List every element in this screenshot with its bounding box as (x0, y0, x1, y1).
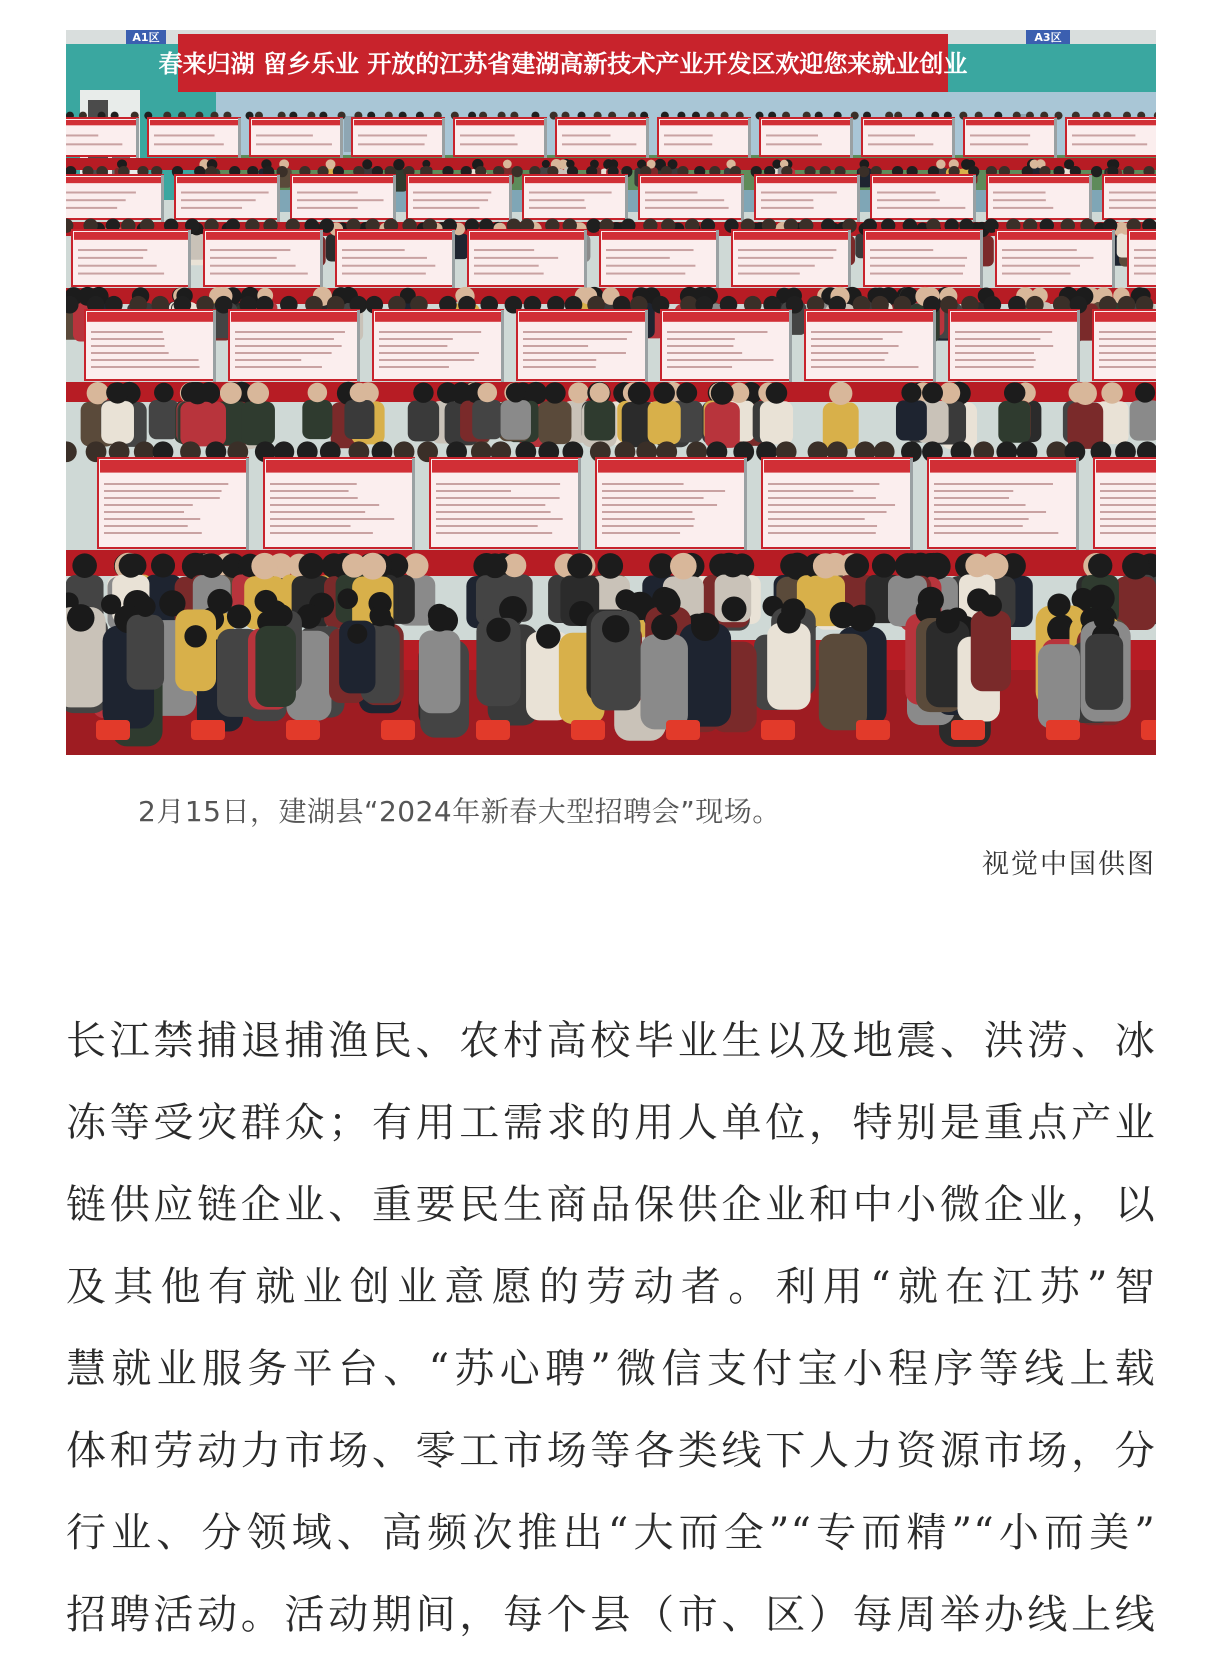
article-body (66, 1000, 1156, 1656)
red-stool (286, 720, 320, 740)
banner-slogan: 春来归湖 留乡乐业 开放的江苏省建湖高新技术产业开发区欢迎您来就业创业 (158, 50, 968, 78)
body-line: 慧就业服务平台、“苏心聘”微信支付宝小程序等线上载 (66, 1346, 1156, 1392)
red-stool (96, 720, 130, 740)
red-stool (951, 720, 985, 740)
red-stool (1141, 720, 1156, 740)
red-stool (476, 720, 510, 740)
photo-canvas (66, 30, 1156, 755)
body-line: 冻等受灾群众；有用工需求的用人单位，特别是重点产业 (66, 1100, 1156, 1146)
zone-left-label: A1区 (132, 31, 160, 44)
red-stool (191, 720, 225, 740)
red-stool (1046, 720, 1080, 740)
red-stool (761, 720, 795, 740)
zone-right-label: A3区 (1034, 31, 1062, 44)
red-stool (856, 720, 890, 740)
body-line: 及其他有就业创业意愿的劳动者。利用“就在江苏”智 (66, 1264, 1156, 1310)
body-line: 长江禁捕退捕渔民、农村高校毕业生以及地震、洪涝、冰 (66, 1018, 1156, 1064)
job-fair-photo (66, 30, 1156, 755)
photo-caption: 2月15日，建湖县“2024年新春大型招聘会”现场。 (138, 795, 781, 828)
body-line: 行业、分领域、高频次推出“大而全”“专而精”“小而美” (66, 1510, 1156, 1556)
photo-credit: 视觉中国供图 (982, 849, 1156, 880)
red-stool (381, 720, 415, 740)
red-stool (666, 720, 700, 740)
body-line: 体和劳动力市场、零工市场等各类线下人力资源市场，分 (66, 1428, 1156, 1474)
body-line: 链供应链企业、重要民生商品保供企业和中小微企业，以 (66, 1182, 1156, 1228)
body-line: 招聘活动。活动期间，每个县（市、区）每周举办线上线 (66, 1592, 1156, 1638)
red-stool (571, 720, 605, 740)
